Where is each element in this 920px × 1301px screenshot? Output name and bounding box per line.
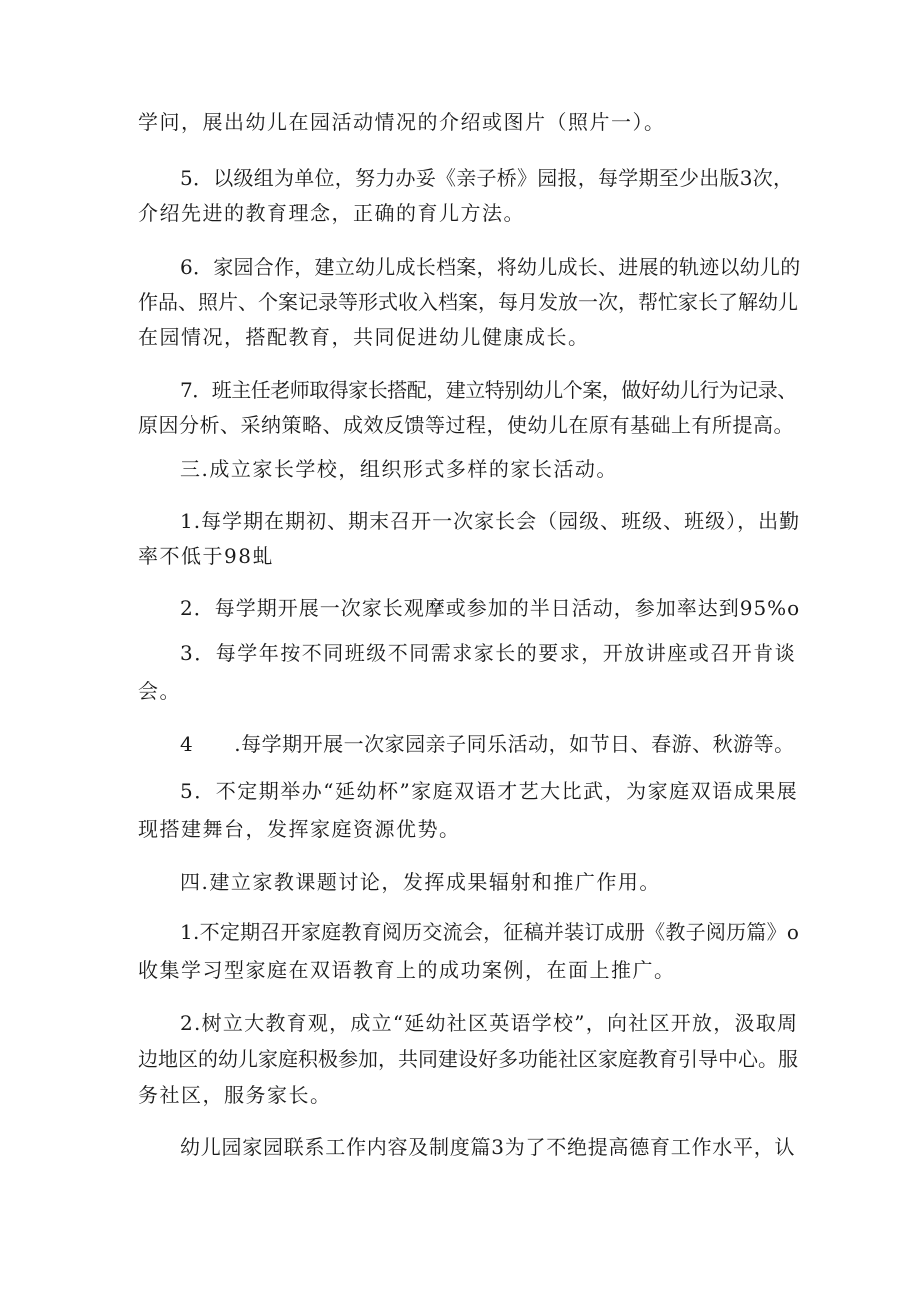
text-line: 边地区的幼儿家庭积极参加，共同建设好多功能社区家庭教育引导中心。服 [138, 1047, 798, 1071]
text-line: 2.树立大教育观，成立“延幼社区英语学校”，向社区开放，汲取周 [180, 1011, 799, 1035]
text-line: 6．家园合作，建立幼儿成长档案，将幼儿成长、进展的轨迹以幼儿的 [180, 255, 801, 279]
text-line: 原因分析、采纳策略、成效反馈等过程，使幼儿在原有基础上有所提高。 [138, 413, 794, 437]
text-line: 作品、照片、个案记录等形式收入档案，每月发放一次，帮忙家长了解幼儿 [138, 290, 798, 314]
text-line: 幼儿园家园联系工作内容及制度篇3为了不绝提高德育工作水平，认 [180, 1135, 796, 1159]
text-line: 2．每学期开展一次家长观摩或参加的半日活动，参加率达到95%o [180, 596, 801, 620]
text-line: 1.不定期召开家庭教育阅历交流会，征稿并装订成册《教子阅历篇》o [180, 920, 800, 944]
text-line: 4 .每学期开展一次家园亲子同乐活动，如节日、春游、秋游等。 [180, 732, 795, 756]
text-line: 5．不定期举办“延幼杯”家庭双语才艺大比武，为家庭双语成果展 [180, 779, 799, 803]
text-line: 现搭建舞台，发挥家庭资源优势。 [138, 817, 461, 841]
section-heading: 四.建立家教课题讨论，发挥成果辐射和推广作用。 [180, 870, 661, 894]
text-line: 学问，展出幼儿在园活动情况的介绍或图片（照片一）。 [138, 110, 666, 134]
text-line: 5．以级组为单位，努力办妥《亲子桥》园报，每学期至少出版3次， [180, 166, 794, 190]
text-line: 在园情况，搭配教育，共同促进幼儿健康成长。 [138, 325, 590, 349]
section-heading: 三.成立家长学校，组织形式多样的家长活动。 [180, 457, 618, 481]
text-line: 收集学习型家庭在双语教育上的成功案例，在面上推广。 [138, 958, 676, 982]
text-line: 7．班主任老师取得家长搭配，建立特别幼儿个案，做好幼儿行为记录、 [180, 378, 797, 402]
text-line: 会。 [138, 679, 181, 703]
text-line: 3．每学年按不同班级不同需求家长的要求，开放讲座或召开肯谈 [180, 641, 797, 665]
text-line: 1.每学期在期初、期末召开一次家长会（园级、班级、班级），出勤 [180, 509, 801, 533]
text-line: 介绍先进的教育理念，正确的育儿方法。 [138, 201, 525, 225]
text-line: 务社区，服务家长。 [138, 1083, 332, 1107]
text-line: 率不低于98虬 [138, 544, 274, 568]
